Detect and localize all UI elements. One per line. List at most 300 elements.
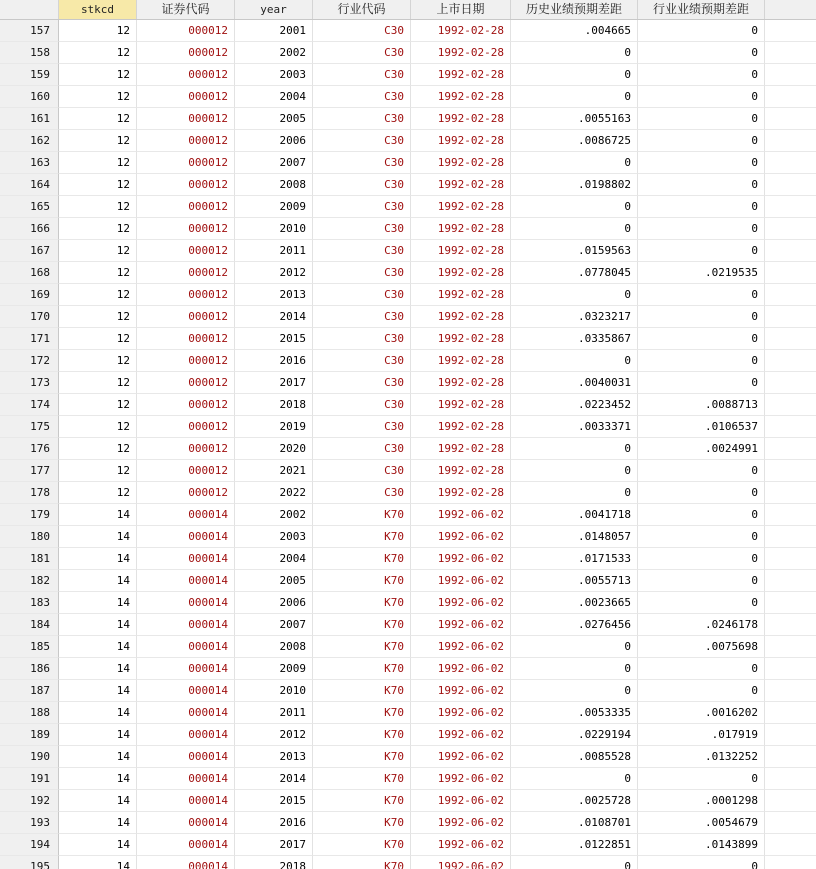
cell-stkcd[interactable]: 14 bbox=[59, 570, 137, 592]
table-row[interactable] bbox=[0, 658, 816, 680]
cell-list-date[interactable]: 1992-02-28 bbox=[411, 196, 511, 218]
table-row[interactable] bbox=[0, 86, 816, 108]
cell-industry-code[interactable]: C30 bbox=[313, 284, 411, 306]
cell-hist-gap[interactable]: .0033371 bbox=[511, 416, 638, 438]
cell-industry-code[interactable]: C30 bbox=[313, 196, 411, 218]
table-row[interactable] bbox=[0, 504, 816, 526]
cell-empty[interactable] bbox=[765, 108, 816, 130]
cell-industry-code[interactable]: C30 bbox=[313, 416, 411, 438]
column-header-industry-code[interactable]: 行业代码 bbox=[313, 0, 411, 19]
cell-sec-code[interactable]: 000012 bbox=[137, 130, 235, 152]
cell-hist-gap[interactable]: 0 bbox=[511, 42, 638, 64]
cell-hist-gap[interactable]: 0 bbox=[511, 152, 638, 174]
cell-empty[interactable] bbox=[765, 416, 816, 438]
cell-ind-gap[interactable]: 0 bbox=[638, 548, 765, 570]
cell-sec-code[interactable]: 000012 bbox=[137, 64, 235, 86]
row-number[interactable]: 184 bbox=[0, 614, 59, 636]
cell-empty[interactable] bbox=[765, 372, 816, 394]
cell-hist-gap[interactable]: .0085528 bbox=[511, 746, 638, 768]
table-row[interactable] bbox=[0, 130, 816, 152]
column-header-sec-code[interactable]: 证券代码 bbox=[137, 0, 235, 19]
cell-industry-code[interactable]: K70 bbox=[313, 680, 411, 702]
cell-ind-gap[interactable]: .0106537 bbox=[638, 416, 765, 438]
table-row[interactable] bbox=[0, 680, 816, 702]
cell-year[interactable]: 2012 bbox=[235, 724, 313, 746]
cell-hist-gap[interactable]: 0 bbox=[511, 86, 638, 108]
cell-sec-code[interactable]: 000012 bbox=[137, 218, 235, 240]
cell-stkcd[interactable]: 14 bbox=[59, 504, 137, 526]
cell-stkcd[interactable]: 12 bbox=[59, 64, 137, 86]
cell-sec-code[interactable]: 000014 bbox=[137, 636, 235, 658]
row-number[interactable]: 168 bbox=[0, 262, 59, 284]
cell-year[interactable]: 2002 bbox=[235, 42, 313, 64]
cell-list-date[interactable]: 1992-06-02 bbox=[411, 548, 511, 570]
cell-list-date[interactable]: 1992-02-28 bbox=[411, 438, 511, 460]
cell-hist-gap[interactable]: .0041718 bbox=[511, 504, 638, 526]
column-header-stkcd[interactable]: stkcd bbox=[59, 0, 137, 19]
cell-sec-code[interactable]: 000012 bbox=[137, 416, 235, 438]
cell-year[interactable]: 2003 bbox=[235, 64, 313, 86]
row-number[interactable]: 179 bbox=[0, 504, 59, 526]
table-row[interactable] bbox=[0, 746, 816, 768]
cell-stkcd[interactable]: 12 bbox=[59, 284, 137, 306]
cell-stkcd[interactable]: 12 bbox=[59, 306, 137, 328]
table-row[interactable] bbox=[0, 614, 816, 636]
table-row[interactable] bbox=[0, 64, 816, 86]
cell-industry-code[interactable]: C30 bbox=[313, 42, 411, 64]
cell-list-date[interactable]: 1992-06-02 bbox=[411, 834, 511, 856]
cell-sec-code[interactable]: 000014 bbox=[137, 570, 235, 592]
table-row[interactable] bbox=[0, 724, 816, 746]
cell-list-date[interactable]: 1992-02-28 bbox=[411, 350, 511, 372]
row-number[interactable]: 160 bbox=[0, 86, 59, 108]
cell-list-date[interactable]: 1992-02-28 bbox=[411, 460, 511, 482]
cell-stkcd[interactable]: 12 bbox=[59, 196, 137, 218]
cell-stkcd[interactable]: 12 bbox=[59, 86, 137, 108]
cell-stkcd[interactable]: 12 bbox=[59, 218, 137, 240]
cell-industry-code[interactable]: K70 bbox=[313, 768, 411, 790]
cell-sec-code[interactable]: 000012 bbox=[137, 372, 235, 394]
cell-ind-gap[interactable]: 0 bbox=[638, 658, 765, 680]
cell-empty[interactable] bbox=[765, 328, 816, 350]
cell-hist-gap[interactable]: .0023665 bbox=[511, 592, 638, 614]
row-number[interactable]: 178 bbox=[0, 482, 59, 504]
cell-ind-gap[interactable]: 0 bbox=[638, 64, 765, 86]
cell-industry-code[interactable]: K70 bbox=[313, 614, 411, 636]
table-row[interactable] bbox=[0, 526, 816, 548]
cell-empty[interactable] bbox=[765, 790, 816, 812]
row-number[interactable]: 176 bbox=[0, 438, 59, 460]
row-number[interactable]: 158 bbox=[0, 42, 59, 64]
cell-year[interactable]: 2011 bbox=[235, 240, 313, 262]
cell-list-date[interactable]: 1992-06-02 bbox=[411, 614, 511, 636]
table-row[interactable] bbox=[0, 42, 816, 64]
cell-industry-code[interactable]: C30 bbox=[313, 460, 411, 482]
cell-sec-code[interactable]: 000012 bbox=[137, 482, 235, 504]
cell-empty[interactable] bbox=[765, 746, 816, 768]
cell-hist-gap[interactable]: 0 bbox=[511, 680, 638, 702]
cell-year[interactable]: 2018 bbox=[235, 856, 313, 869]
cell-year[interactable]: 2015 bbox=[235, 328, 313, 350]
cell-stkcd[interactable]: 14 bbox=[59, 680, 137, 702]
cell-sec-code[interactable]: 000012 bbox=[137, 394, 235, 416]
cell-empty[interactable] bbox=[765, 768, 816, 790]
cell-ind-gap[interactable]: 0 bbox=[638, 196, 765, 218]
row-number[interactable]: 185 bbox=[0, 636, 59, 658]
cell-year[interactable]: 2009 bbox=[235, 658, 313, 680]
table-row[interactable] bbox=[0, 196, 816, 218]
cell-hist-gap[interactable]: .0055163 bbox=[511, 108, 638, 130]
cell-list-date[interactable]: 1992-02-28 bbox=[411, 416, 511, 438]
cell-sec-code[interactable]: 000012 bbox=[137, 42, 235, 64]
table-row[interactable] bbox=[0, 482, 816, 504]
cell-ind-gap[interactable]: 0 bbox=[638, 86, 765, 108]
table-row[interactable] bbox=[0, 856, 816, 869]
cell-empty[interactable] bbox=[765, 636, 816, 658]
table-row[interactable] bbox=[0, 328, 816, 350]
cell-industry-code[interactable]: K70 bbox=[313, 856, 411, 869]
cell-hist-gap[interactable]: 0 bbox=[511, 856, 638, 869]
cell-ind-gap[interactable]: .0219535 bbox=[638, 262, 765, 284]
table-row[interactable] bbox=[0, 460, 816, 482]
cell-year[interactable]: 2019 bbox=[235, 416, 313, 438]
cell-stkcd[interactable]: 14 bbox=[59, 790, 137, 812]
cell-hist-gap[interactable]: .0148057 bbox=[511, 526, 638, 548]
row-number[interactable]: 189 bbox=[0, 724, 59, 746]
cell-stkcd[interactable]: 14 bbox=[59, 856, 137, 869]
cell-list-date[interactable]: 1992-06-02 bbox=[411, 746, 511, 768]
table-row[interactable] bbox=[0, 790, 816, 812]
row-number[interactable]: 172 bbox=[0, 350, 59, 372]
table-row[interactable] bbox=[0, 174, 816, 196]
cell-list-date[interactable]: 1992-06-02 bbox=[411, 812, 511, 834]
row-number[interactable]: 173 bbox=[0, 372, 59, 394]
cell-list-date[interactable]: 1992-02-28 bbox=[411, 86, 511, 108]
cell-list-date[interactable]: 1992-06-02 bbox=[411, 856, 511, 869]
cell-empty[interactable] bbox=[765, 42, 816, 64]
cell-sec-code[interactable]: 000014 bbox=[137, 592, 235, 614]
cell-sec-code[interactable]: 000012 bbox=[137, 20, 235, 42]
cell-stkcd[interactable]: 14 bbox=[59, 614, 137, 636]
cell-stkcd[interactable]: 12 bbox=[59, 438, 137, 460]
cell-industry-code[interactable]: K70 bbox=[313, 526, 411, 548]
cell-industry-code[interactable]: K70 bbox=[313, 812, 411, 834]
table-row[interactable] bbox=[0, 768, 816, 790]
cell-ind-gap[interactable]: 0 bbox=[638, 592, 765, 614]
cell-year[interactable]: 2021 bbox=[235, 460, 313, 482]
cell-ind-gap[interactable]: 0 bbox=[638, 856, 765, 869]
cell-sec-code[interactable]: 000014 bbox=[137, 768, 235, 790]
cell-empty[interactable] bbox=[765, 724, 816, 746]
row-number[interactable]: 192 bbox=[0, 790, 59, 812]
cell-sec-code[interactable]: 000014 bbox=[137, 834, 235, 856]
cell-sec-code[interactable]: 000012 bbox=[137, 108, 235, 130]
cell-year[interactable]: 2010 bbox=[235, 218, 313, 240]
table-row[interactable] bbox=[0, 284, 816, 306]
cell-sec-code[interactable]: 000012 bbox=[137, 86, 235, 108]
table-row[interactable] bbox=[0, 20, 816, 42]
cell-ind-gap[interactable]: 0 bbox=[638, 460, 765, 482]
cell-ind-gap[interactable]: 0 bbox=[638, 482, 765, 504]
cell-stkcd[interactable]: 14 bbox=[59, 834, 137, 856]
cell-sec-code[interactable]: 000014 bbox=[137, 812, 235, 834]
table-row[interactable] bbox=[0, 240, 816, 262]
cell-sec-code[interactable]: 000012 bbox=[137, 174, 235, 196]
cell-empty[interactable] bbox=[765, 702, 816, 724]
cell-stkcd[interactable]: 14 bbox=[59, 636, 137, 658]
cell-list-date[interactable]: 1992-02-28 bbox=[411, 42, 511, 64]
cell-year[interactable]: 2017 bbox=[235, 372, 313, 394]
cell-stkcd[interactable]: 14 bbox=[59, 658, 137, 680]
cell-empty[interactable] bbox=[765, 438, 816, 460]
cell-ind-gap[interactable]: 0 bbox=[638, 218, 765, 240]
cell-sec-code[interactable]: 000012 bbox=[137, 460, 235, 482]
row-number[interactable]: 180 bbox=[0, 526, 59, 548]
cell-industry-code[interactable]: K70 bbox=[313, 570, 411, 592]
cell-year[interactable]: 2014 bbox=[235, 768, 313, 790]
cell-industry-code[interactable]: C30 bbox=[313, 86, 411, 108]
cell-list-date[interactable]: 1992-06-02 bbox=[411, 768, 511, 790]
cell-stkcd[interactable]: 12 bbox=[59, 108, 137, 130]
row-number[interactable]: 159 bbox=[0, 64, 59, 86]
cell-stkcd[interactable]: 12 bbox=[59, 482, 137, 504]
cell-sec-code[interactable]: 000012 bbox=[137, 284, 235, 306]
cell-ind-gap[interactable]: .0246178 bbox=[638, 614, 765, 636]
cell-industry-code[interactable]: K70 bbox=[313, 790, 411, 812]
cell-stkcd[interactable]: 12 bbox=[59, 130, 137, 152]
cell-ind-gap[interactable]: .0143899 bbox=[638, 834, 765, 856]
cell-empty[interactable] bbox=[765, 504, 816, 526]
cell-industry-code[interactable]: C30 bbox=[313, 306, 411, 328]
cell-industry-code[interactable]: C30 bbox=[313, 262, 411, 284]
cell-sec-code[interactable]: 000014 bbox=[137, 614, 235, 636]
cell-industry-code[interactable]: C30 bbox=[313, 350, 411, 372]
cell-year[interactable]: 2014 bbox=[235, 306, 313, 328]
cell-hist-gap[interactable]: .0229194 bbox=[511, 724, 638, 746]
cell-empty[interactable] bbox=[765, 306, 816, 328]
cell-year[interactable]: 2012 bbox=[235, 262, 313, 284]
cell-ind-gap[interactable]: .0001298 bbox=[638, 790, 765, 812]
cell-year[interactable]: 2004 bbox=[235, 86, 313, 108]
cell-industry-code[interactable]: C30 bbox=[313, 108, 411, 130]
cell-industry-code[interactable]: K70 bbox=[313, 636, 411, 658]
cell-empty[interactable] bbox=[765, 86, 816, 108]
cell-empty[interactable] bbox=[765, 394, 816, 416]
row-number[interactable]: 161 bbox=[0, 108, 59, 130]
cell-ind-gap[interactable]: 0 bbox=[638, 680, 765, 702]
table-row[interactable] bbox=[0, 218, 816, 240]
cell-stkcd[interactable]: 12 bbox=[59, 350, 137, 372]
row-number[interactable]: 164 bbox=[0, 174, 59, 196]
cell-empty[interactable] bbox=[765, 20, 816, 42]
row-number[interactable]: 157 bbox=[0, 20, 59, 42]
row-number[interactable]: 174 bbox=[0, 394, 59, 416]
cell-sec-code[interactable]: 000014 bbox=[137, 504, 235, 526]
cell-year[interactable]: 2005 bbox=[235, 570, 313, 592]
cell-empty[interactable] bbox=[765, 658, 816, 680]
cell-sec-code[interactable]: 000014 bbox=[137, 856, 235, 869]
table-row[interactable] bbox=[0, 592, 816, 614]
cell-industry-code[interactable]: C30 bbox=[313, 438, 411, 460]
cell-ind-gap[interactable]: 0 bbox=[638, 372, 765, 394]
cell-year[interactable]: 2015 bbox=[235, 790, 313, 812]
cell-industry-code[interactable]: K70 bbox=[313, 504, 411, 526]
cell-list-date[interactable]: 1992-02-28 bbox=[411, 20, 511, 42]
cell-year[interactable]: 2016 bbox=[235, 350, 313, 372]
cell-hist-gap[interactable]: .0323217 bbox=[511, 306, 638, 328]
cell-list-date[interactable]: 1992-02-28 bbox=[411, 262, 511, 284]
cell-empty[interactable] bbox=[765, 284, 816, 306]
cell-industry-code[interactable]: C30 bbox=[313, 240, 411, 262]
cell-year[interactable]: 2022 bbox=[235, 482, 313, 504]
cell-ind-gap[interactable]: 0 bbox=[638, 20, 765, 42]
cell-list-date[interactable]: 1992-06-02 bbox=[411, 592, 511, 614]
cell-year[interactable]: 2007 bbox=[235, 614, 313, 636]
cell-industry-code[interactable]: C30 bbox=[313, 174, 411, 196]
cell-empty[interactable] bbox=[765, 152, 816, 174]
cell-list-date[interactable]: 1992-06-02 bbox=[411, 680, 511, 702]
cell-list-date[interactable]: 1992-02-28 bbox=[411, 152, 511, 174]
cell-list-date[interactable]: 1992-02-28 bbox=[411, 394, 511, 416]
cell-stkcd[interactable]: 14 bbox=[59, 724, 137, 746]
cell-ind-gap[interactable]: 0 bbox=[638, 328, 765, 350]
cell-industry-code[interactable]: C30 bbox=[313, 394, 411, 416]
cell-industry-code[interactable]: C30 bbox=[313, 152, 411, 174]
cell-ind-gap[interactable]: 0 bbox=[638, 240, 765, 262]
cell-hist-gap[interactable]: .0778045 bbox=[511, 262, 638, 284]
cell-list-date[interactable]: 1992-06-02 bbox=[411, 570, 511, 592]
cell-year[interactable]: 2017 bbox=[235, 834, 313, 856]
cell-year[interactable]: 2016 bbox=[235, 812, 313, 834]
cell-list-date[interactable]: 1992-02-28 bbox=[411, 328, 511, 350]
cell-list-date[interactable]: 1992-02-28 bbox=[411, 130, 511, 152]
cell-hist-gap[interactable]: 0 bbox=[511, 768, 638, 790]
cell-list-date[interactable]: 1992-06-02 bbox=[411, 504, 511, 526]
row-number[interactable]: 169 bbox=[0, 284, 59, 306]
cell-stkcd[interactable]: 12 bbox=[59, 20, 137, 42]
row-number[interactable]: 162 bbox=[0, 130, 59, 152]
cell-stkcd[interactable]: 12 bbox=[59, 394, 137, 416]
cell-stkcd[interactable]: 12 bbox=[59, 174, 137, 196]
table-row[interactable] bbox=[0, 570, 816, 592]
cell-year[interactable]: 2013 bbox=[235, 746, 313, 768]
cell-stkcd[interactable]: 14 bbox=[59, 592, 137, 614]
cell-empty[interactable] bbox=[765, 812, 816, 834]
cell-hist-gap[interactable]: .0055713 bbox=[511, 570, 638, 592]
table-row[interactable] bbox=[0, 636, 816, 658]
column-header-year[interactable]: year bbox=[235, 0, 313, 19]
column-header-list-date[interactable]: 上市日期 bbox=[411, 0, 511, 19]
row-number[interactable]: 193 bbox=[0, 812, 59, 834]
cell-stkcd[interactable]: 12 bbox=[59, 372, 137, 394]
cell-hist-gap[interactable]: .0223452 bbox=[511, 394, 638, 416]
cell-ind-gap[interactable]: 0 bbox=[638, 526, 765, 548]
cell-hist-gap[interactable]: 0 bbox=[511, 64, 638, 86]
cell-sec-code[interactable]: 000012 bbox=[137, 196, 235, 218]
cell-ind-gap[interactable]: .0088713 bbox=[638, 394, 765, 416]
cell-list-date[interactable]: 1992-02-28 bbox=[411, 372, 511, 394]
cell-hist-gap[interactable]: .0159563 bbox=[511, 240, 638, 262]
table-row[interactable] bbox=[0, 306, 816, 328]
cell-stkcd[interactable]: 14 bbox=[59, 702, 137, 724]
cell-hist-gap[interactable]: .0276456 bbox=[511, 614, 638, 636]
table-row[interactable] bbox=[0, 834, 816, 856]
table-row[interactable] bbox=[0, 702, 816, 724]
row-number[interactable]: 170 bbox=[0, 306, 59, 328]
cell-empty[interactable] bbox=[765, 856, 816, 869]
cell-year[interactable]: 2007 bbox=[235, 152, 313, 174]
cell-industry-code[interactable]: C30 bbox=[313, 64, 411, 86]
cell-empty[interactable] bbox=[765, 64, 816, 86]
cell-list-date[interactable]: 1992-02-28 bbox=[411, 240, 511, 262]
cell-ind-gap[interactable]: .017919 bbox=[638, 724, 765, 746]
cell-empty[interactable] bbox=[765, 834, 816, 856]
cell-industry-code[interactable]: C30 bbox=[313, 328, 411, 350]
cell-list-date[interactable]: 1992-06-02 bbox=[411, 702, 511, 724]
cell-stkcd[interactable]: 12 bbox=[59, 460, 137, 482]
row-number[interactable]: 171 bbox=[0, 328, 59, 350]
row-number[interactable]: 191 bbox=[0, 768, 59, 790]
table-row[interactable] bbox=[0, 262, 816, 284]
cell-ind-gap[interactable]: 0 bbox=[638, 174, 765, 196]
row-number[interactable]: 175 bbox=[0, 416, 59, 438]
cell-list-date[interactable]: 1992-06-02 bbox=[411, 636, 511, 658]
cell-hist-gap[interactable]: 0 bbox=[511, 460, 638, 482]
cell-hist-gap[interactable]: .0040031 bbox=[511, 372, 638, 394]
cell-empty[interactable] bbox=[765, 526, 816, 548]
cell-empty[interactable] bbox=[765, 482, 816, 504]
cell-ind-gap[interactable]: 0 bbox=[638, 130, 765, 152]
cell-list-date[interactable]: 1992-06-02 bbox=[411, 658, 511, 680]
table-row[interactable] bbox=[0, 108, 816, 130]
cell-hist-gap[interactable]: 0 bbox=[511, 438, 638, 460]
cell-ind-gap[interactable]: 0 bbox=[638, 42, 765, 64]
cell-sec-code[interactable]: 000014 bbox=[137, 724, 235, 746]
cell-empty[interactable] bbox=[765, 350, 816, 372]
table-row[interactable] bbox=[0, 548, 816, 570]
cell-empty[interactable] bbox=[765, 240, 816, 262]
cell-industry-code[interactable]: K70 bbox=[313, 548, 411, 570]
cell-empty[interactable] bbox=[765, 680, 816, 702]
cell-list-date[interactable]: 1992-02-28 bbox=[411, 218, 511, 240]
cell-industry-code[interactable]: K70 bbox=[313, 658, 411, 680]
cell-year[interactable]: 2013 bbox=[235, 284, 313, 306]
cell-sec-code[interactable]: 000014 bbox=[137, 702, 235, 724]
cell-stkcd[interactable]: 14 bbox=[59, 548, 137, 570]
cell-empty[interactable] bbox=[765, 174, 816, 196]
cell-stkcd[interactable]: 14 bbox=[59, 768, 137, 790]
cell-list-date[interactable]: 1992-06-02 bbox=[411, 526, 511, 548]
cell-year[interactable]: 2001 bbox=[235, 20, 313, 42]
cell-year[interactable]: 2006 bbox=[235, 130, 313, 152]
cell-list-date[interactable]: 1992-02-28 bbox=[411, 306, 511, 328]
table-row[interactable] bbox=[0, 812, 816, 834]
row-number[interactable]: 183 bbox=[0, 592, 59, 614]
cell-stkcd[interactable]: 12 bbox=[59, 152, 137, 174]
row-number[interactable]: 194 bbox=[0, 834, 59, 856]
cell-hist-gap[interactable]: .0198802 bbox=[511, 174, 638, 196]
cell-sec-code[interactable]: 000012 bbox=[137, 152, 235, 174]
cell-hist-gap[interactable]: 0 bbox=[511, 482, 638, 504]
cell-hist-gap[interactable]: .0086725 bbox=[511, 130, 638, 152]
cell-hist-gap[interactable]: 0 bbox=[511, 196, 638, 218]
row-number[interactable]: 190 bbox=[0, 746, 59, 768]
cell-year[interactable]: 2009 bbox=[235, 196, 313, 218]
cell-stkcd[interactable]: 14 bbox=[59, 746, 137, 768]
cell-hist-gap[interactable]: .0053335 bbox=[511, 702, 638, 724]
cell-stkcd[interactable]: 12 bbox=[59, 42, 137, 64]
cell-sec-code[interactable]: 000012 bbox=[137, 328, 235, 350]
